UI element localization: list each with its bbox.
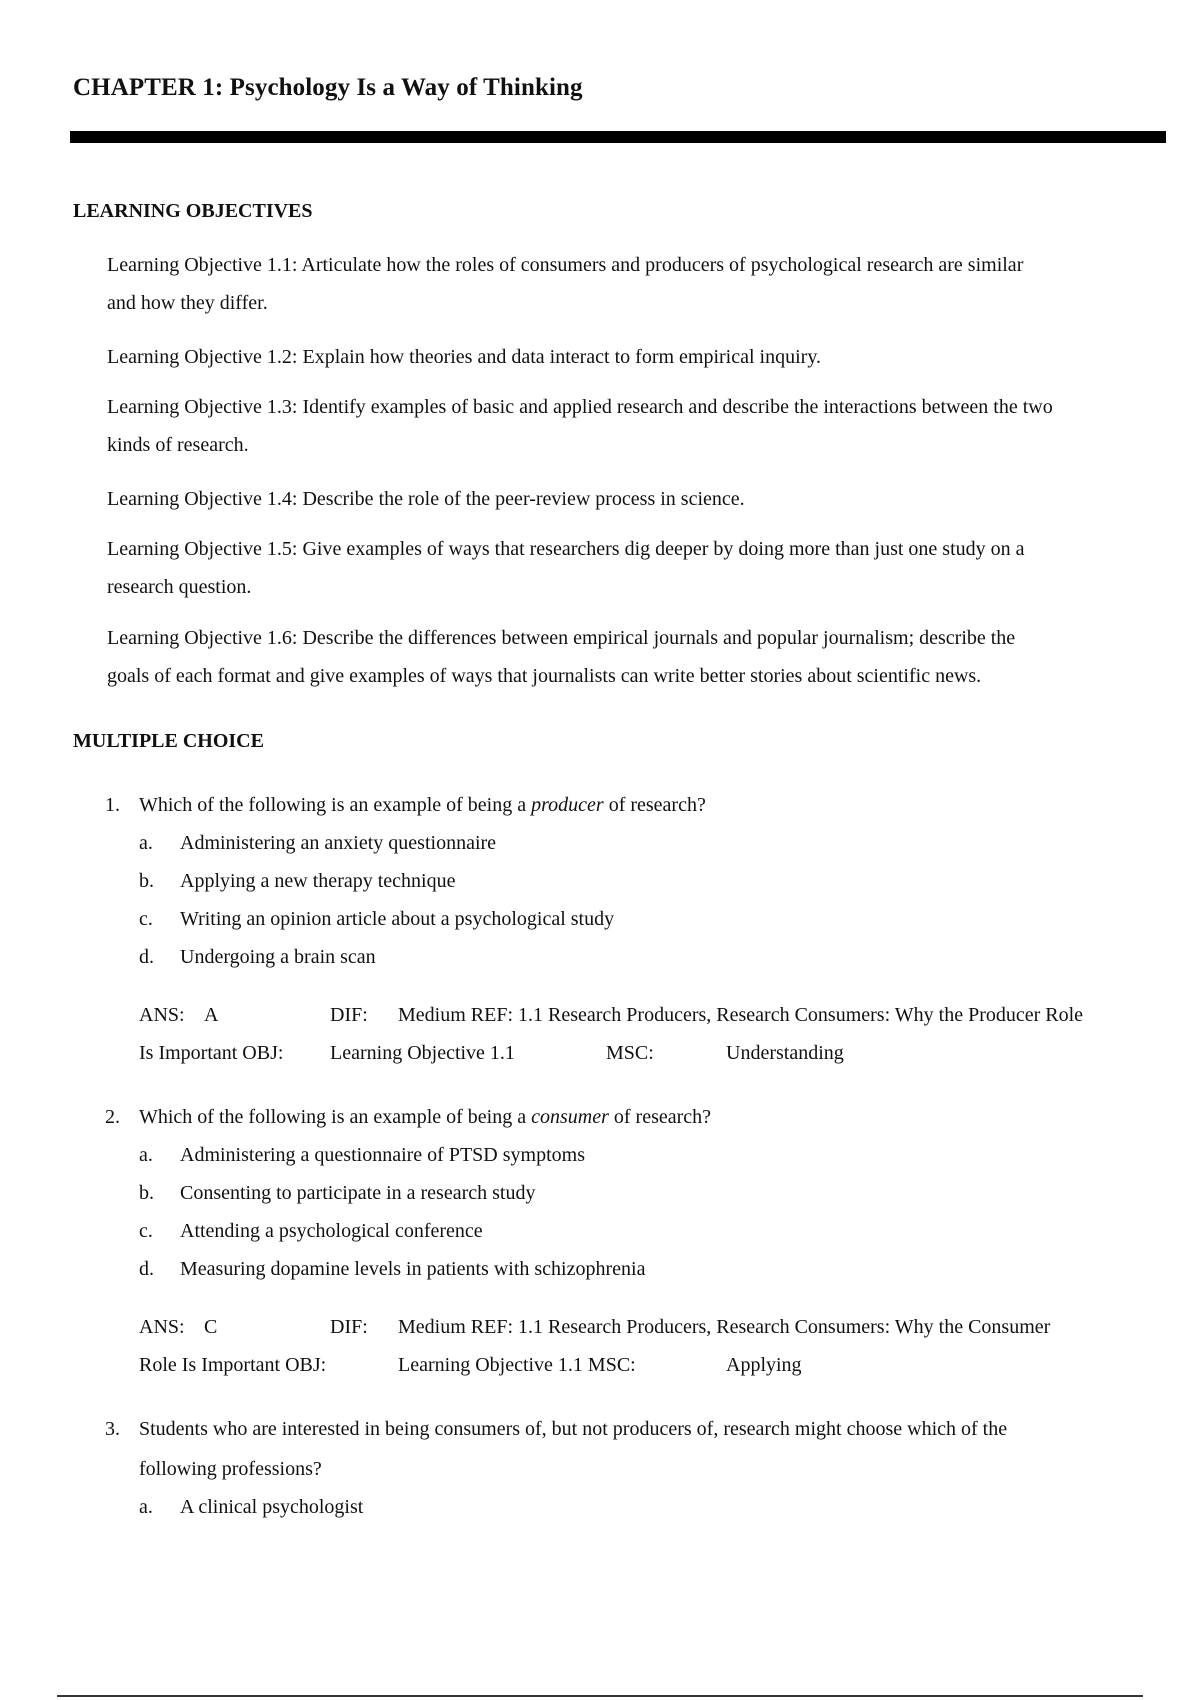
q2-answer-label: ANS: — [139, 1316, 185, 1338]
learning-objective-1-5 — [107, 530, 1167, 606]
lo-line: Learning Objective 1.3: Identify examples of basic and applied research and describe the interactions between the two — [107, 396, 1053, 418]
question-text: Which of the following is an example of being a — [139, 794, 532, 816]
lo-line: goals of each format and give examples of ways that journalists can write better stories about scientific news. — [107, 665, 982, 687]
lo-line: Learning Objective 1.1: Articulate how the roles of consumers and producers of psychological research are similar — [107, 254, 1024, 276]
lo-line: Learning Objective 1.4: Describe the role of the peer-review process in science. — [107, 488, 745, 510]
q1-option-c — [139, 900, 614, 938]
q2-answer: C — [204, 1316, 218, 1338]
footer-divider — [57, 1695, 1143, 1697]
q2-option-a — [139, 1136, 585, 1174]
question-number: 2. — [105, 1106, 120, 1128]
q2-option-d — [139, 1250, 645, 1288]
question-emphasis: consumer — [531, 1106, 609, 1128]
question-text: Students who are interested in being consumers of, but not producers of, research might choose which of the — [139, 1418, 1008, 1440]
option-letter: b. — [139, 870, 154, 892]
lo-line: kinds of research. — [107, 434, 249, 456]
learning-objective-1-1 — [107, 246, 1167, 322]
option-text: Measuring dopamine levels in patients with schizophrenia — [180, 1258, 646, 1280]
option-text: Attending a psychological conference — [180, 1220, 483, 1242]
q3-option-a — [139, 1488, 363, 1526]
q1-msc: Understanding — [726, 1042, 844, 1064]
option-letter: a. — [139, 1144, 153, 1166]
learning-objective-1-6 — [107, 619, 1167, 695]
q1-difficulty-label: DIF: — [330, 1004, 368, 1026]
option-letter: a. — [139, 832, 153, 854]
option-text: Applying a new therapy technique — [180, 870, 456, 892]
question-1 — [105, 786, 1165, 824]
option-letter: b. — [139, 1182, 154, 1204]
lo-line: Learning Objective 1.2: Explain how theories and data interact to form empirical inquiry. — [107, 346, 822, 368]
question-2 — [105, 1098, 1165, 1136]
q1-answer-label: ANS: — [139, 1004, 185, 1026]
q2-difficulty-label: DIF: — [330, 1316, 368, 1338]
q2-reference-continued: Role Is Important OBJ: — [139, 1354, 327, 1376]
learning-objective-1-4 — [107, 480, 1167, 518]
lo-line: Learning Objective 1.5: Give examples of ways that researchers dig deeper by doing more than just one study on a — [107, 538, 1025, 560]
option-text: Writing an opinion article about a psychological study — [180, 908, 615, 930]
option-letter: d. — [139, 946, 154, 968]
q1-objective: Learning Objective 1.1 — [330, 1042, 515, 1064]
question-number: 3. — [105, 1418, 120, 1440]
chapter-title: CHAPTER 1: Psychology Is a Way of Thinking — [73, 74, 583, 101]
option-letter: a. — [139, 1496, 153, 1518]
question-text: of research? — [603, 794, 706, 816]
multiple-choice-heading: MULTIPLE CHOICE — [73, 730, 264, 752]
learning-objectives-heading: LEARNING OBJECTIVES — [73, 200, 313, 222]
question-3 — [105, 1410, 1165, 1448]
question-number: 1. — [105, 794, 120, 816]
learning-objective-1-3 — [107, 388, 1167, 464]
option-text: Administering a questionnaire of PTSD symptoms — [180, 1144, 585, 1166]
option-text: Undergoing a brain scan — [180, 946, 376, 968]
option-letter: d. — [139, 1258, 154, 1280]
q2-msc: Applying — [726, 1354, 802, 1376]
question-text: of research? — [608, 1106, 712, 1128]
q2-option-b — [139, 1174, 535, 1212]
q1-option-b — [139, 862, 455, 900]
question-emphasis: producer — [531, 794, 604, 816]
question-3-continued: following professions? — [139, 1458, 322, 1480]
title-divider — [70, 131, 1166, 143]
option-letter: c. — [139, 1220, 153, 1242]
lo-line: Learning Objective 1.6: Describe the differences between empirical journals and popular journalism; describe the — [107, 627, 1016, 649]
question-text: Which of the following is an example of being a — [139, 1106, 532, 1128]
option-text: Consenting to participate in a research study — [180, 1182, 536, 1204]
q1-option-a — [139, 824, 496, 862]
option-text: Administering an anxiety questionnaire — [180, 832, 497, 854]
q1-difficulty-reference: Medium REF: 1.1 Research Producers, Research Consumers: Why the Producer Role — [398, 1004, 1084, 1026]
learning-objective-1-2 — [107, 338, 1167, 376]
q2-objective-msc: Learning Objective 1.1 MSC: — [398, 1354, 636, 1376]
option-letter: c. — [139, 908, 153, 930]
lo-line: research question. — [107, 576, 252, 598]
q1-answer: A — [204, 1004, 219, 1026]
q2-difficulty-reference: Medium REF: 1.1 Research Producers, Research Consumers: Why the Consumer — [398, 1316, 1051, 1338]
q1-msc-label: MSC: — [606, 1042, 654, 1064]
lo-line: and how they differ. — [107, 292, 268, 314]
option-text: A clinical psychologist — [180, 1496, 364, 1518]
q1-option-d — [139, 938, 376, 976]
q2-option-c — [139, 1212, 483, 1250]
q1-reference-continued: Is Important OBJ: — [139, 1042, 284, 1064]
